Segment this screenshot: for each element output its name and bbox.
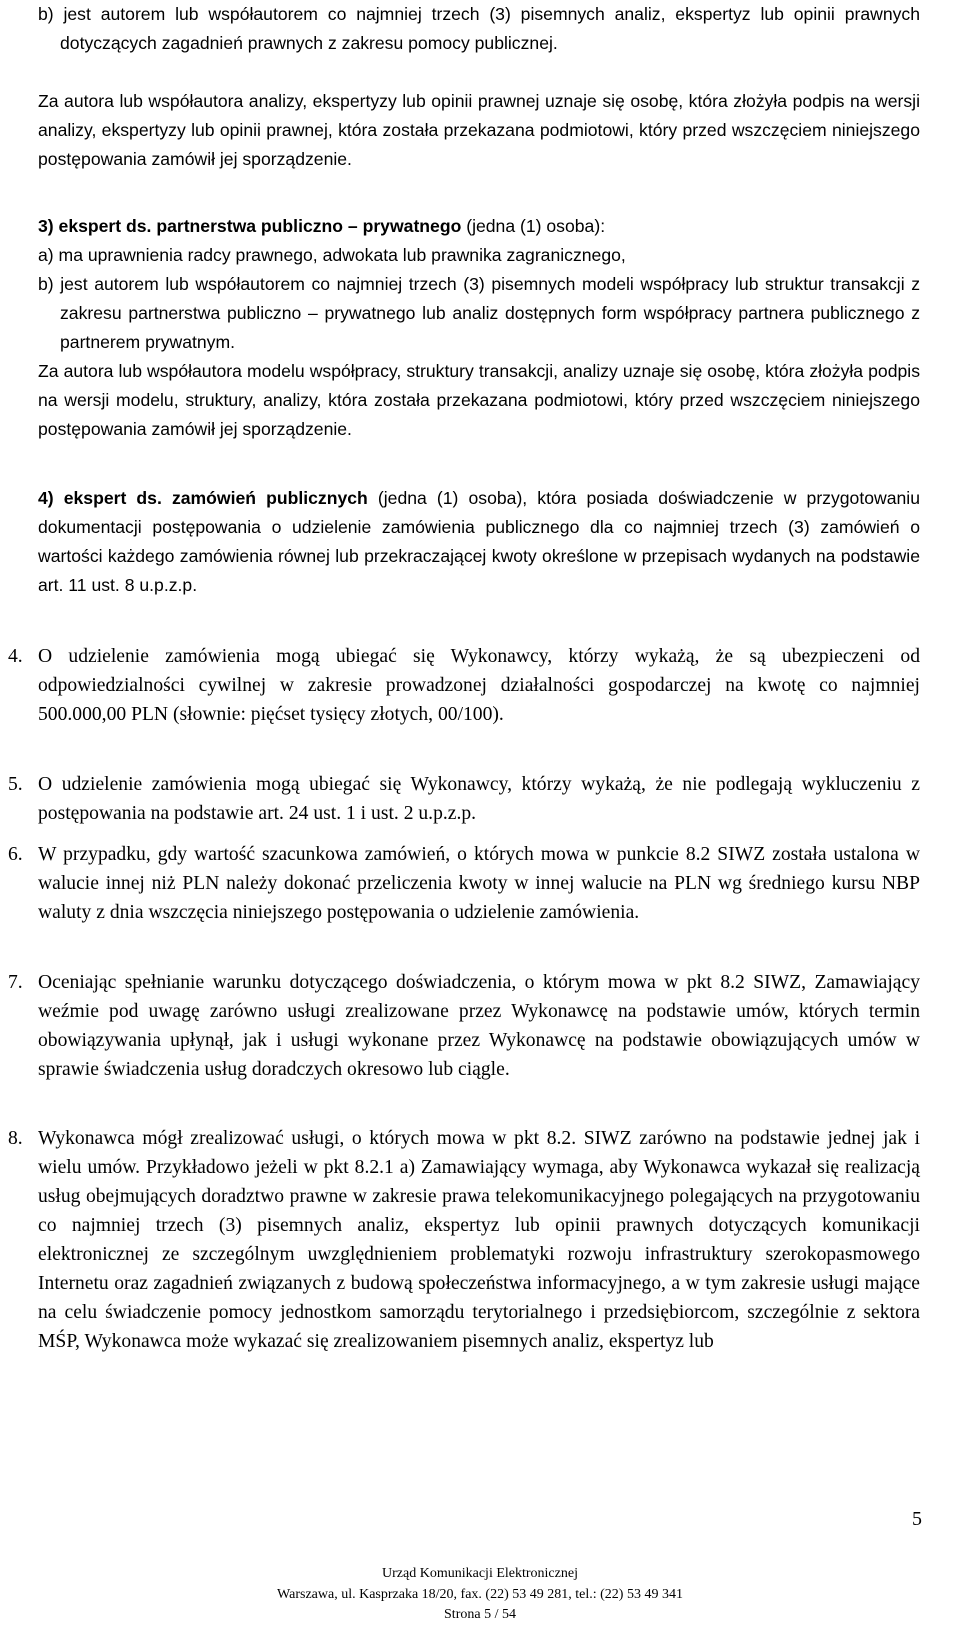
author-paragraph-1-text: Za autora lub współautora analizy, ekspertyzy lub opinii prawnej uznaje się osobę, która złożyła podpis na wersji analizy, ekspertyzy lub opinii prawnej, która została przekazana podmiotowi, który przed wszczęciem niniejszego postępowania zamówił jej sporządzenie. xyxy=(38,91,920,169)
footer-page-label: Strona 5 / 54 xyxy=(444,1607,516,1622)
point-4-number: 4. xyxy=(8,646,23,667)
item-b-text: b) jest autorem lub współautorem co najmniej trzech (3) pisemnych analiz, ekspertyz lub opinii prawnych dotyczących zagadnień prawnych z zakresu pomocy publicznej. xyxy=(38,4,920,53)
point-6 xyxy=(8,840,920,927)
point-4-text: O udzielenie zamówienia mogą ubiegać się Wykonawcy, którzy wykażą, że są ubezpieczeni od odpowiedzialności cywilnej w zakresie prowadzonej działalności gospodarczej na kwotę co najmniej 500.000,00 PLN (słownie: pięćset tysięcy złotych, 00/100). xyxy=(38,646,920,725)
section-4-text: (jedna (1) osoba), która posiada doświadczenie w przygotowaniu dokumentacji postępowania o udzielenie zamówienia publicznego dla co najmniej trzech (3) zamówień o wartości każdego zamówienia równej lub przekraczającej kwoty określone w przepisach wydanych na podstawie art. 11 ust. 8 u.p.z.p. xyxy=(38,488,920,595)
point-5-number: 5. xyxy=(8,774,23,795)
point-7 xyxy=(8,968,920,1084)
point-5-text: O udzielenie zamówienia mogą ubiegać się Wykonawcy, którzy wykażą, że nie podlegają wykluczeniu z postępowania na podstawie art. 24 ust. 1 i ust. 2 u.p.z.p. xyxy=(38,774,920,824)
section-4-heading: 4) ekspert ds. zamówień publicznych xyxy=(38,488,368,508)
section-3-heading: 3) ekspert ds. partnerstwa publiczno – prywatnego xyxy=(38,216,462,236)
author-paragraph-2 xyxy=(38,357,920,444)
footer-address: Warszawa, ul. Kasprzaka 18/20, fax. (22) 53 49 281, tel.: (22) 53 49 341 xyxy=(277,1587,683,1602)
author-paragraph-2-text: Za autora lub współautora modelu współpracy, struktury transakcji, analizy uznaje się osobę, która złożyła podpis na wersji modelu, struktury, analizy, która została przekazana podmiotowi, który przed wszczęciem niniejszego postępowania zamówił jej sporządzenie. xyxy=(38,361,920,439)
author-paragraph-1 xyxy=(38,87,920,174)
footer-office: Urząd Komunikacji Elektronicznej xyxy=(382,1566,578,1581)
item-b-pomoc-publiczna xyxy=(38,0,920,58)
point-5 xyxy=(8,770,920,828)
point-7-number: 7. xyxy=(8,972,23,993)
section-3 xyxy=(38,212,920,357)
section-4 xyxy=(38,484,920,600)
point-8-number: 8. xyxy=(8,1128,23,1149)
point-4 xyxy=(8,642,920,729)
point-8 xyxy=(8,1124,920,1356)
point-6-number: 6. xyxy=(8,844,23,865)
section-3-item-a: a) ma uprawnienia radcy prawnego, adwokata lub prawnika zagranicznego, xyxy=(38,245,626,265)
point-6-text: W przypadku, gdy wartość szacunkowa zamówień, o których mowa w punkcie 8.2 SIWZ została ustalona w walucie innej niż PLN należy dokonać przeliczenia kwoty w innej walucie na PLN wg średniego kursu NBP waluty z dnia wszczęcia niniejszego postępowania o udzielenie zamówienia. xyxy=(38,844,920,923)
point-8-text: Wykonawca mógł zrealizować usługi, o których mowa w pkt 8.2. SIWZ zarówno na podstawie jednej jak i wielu umów. Przykładowo jeżeli w pkt 8.2.1 a) Zamawiający wymaga, aby Wykonawca wykazał się realizacją usług obejmujących doradztwo prawne w zakresie prawa telekomunikacyjnego polegających na przygotowaniu co najmniej trzech (3) pisemnych analiz, ekspertyz lub opinii prawnych dotyczących komunikacji elektronicznej ze szczególnym uwzględnieniem problematyki rozwoju infrastruktury szerokopasmowego Internetu oraz zagadnień związanych z budową społeczeństwa informacyjnego, a w tym zakresie usługi mające na celu świadczenie pomocy jednostkom samorządu terytorialnego i przedsiębiorcom, szczególnie z sektora MŚP, Wykonawca może wykazać się zrealizowaniem pisemnych analiz, ekspertyz lub xyxy=(38,1128,920,1352)
point-7-text: Oceniając spełnianie warunku dotyczącego doświadczenia, o którym mowa w pkt 8.2 SIWZ, Zamawiający weźmie pod uwagę zarówno usługi zrealizowane przez Wykonawcę na podstawie umów, których termin obowiązywania upłynął, jak i usługi wykonane przez Wykonawcę na podstawie obowiązujących umów w sprawie świadczenia usług doradczych okresowo lub ciągle. xyxy=(38,972,920,1080)
section-3-heading-suffix: (jedna (1) osoba): xyxy=(461,216,606,236)
section-3-item-b: b) jest autorem lub współautorem co najmniej trzech (3) pisemnych modeli współpracy lub struktur transakcji z zakresu partnerstwa publiczno – prywatnego lub analiz dostępnych form współpracy partnera publicznego z partnerem prywatnym. xyxy=(38,274,920,352)
page-number: 5 xyxy=(912,1508,922,1530)
section-3-heading-line xyxy=(38,212,920,241)
